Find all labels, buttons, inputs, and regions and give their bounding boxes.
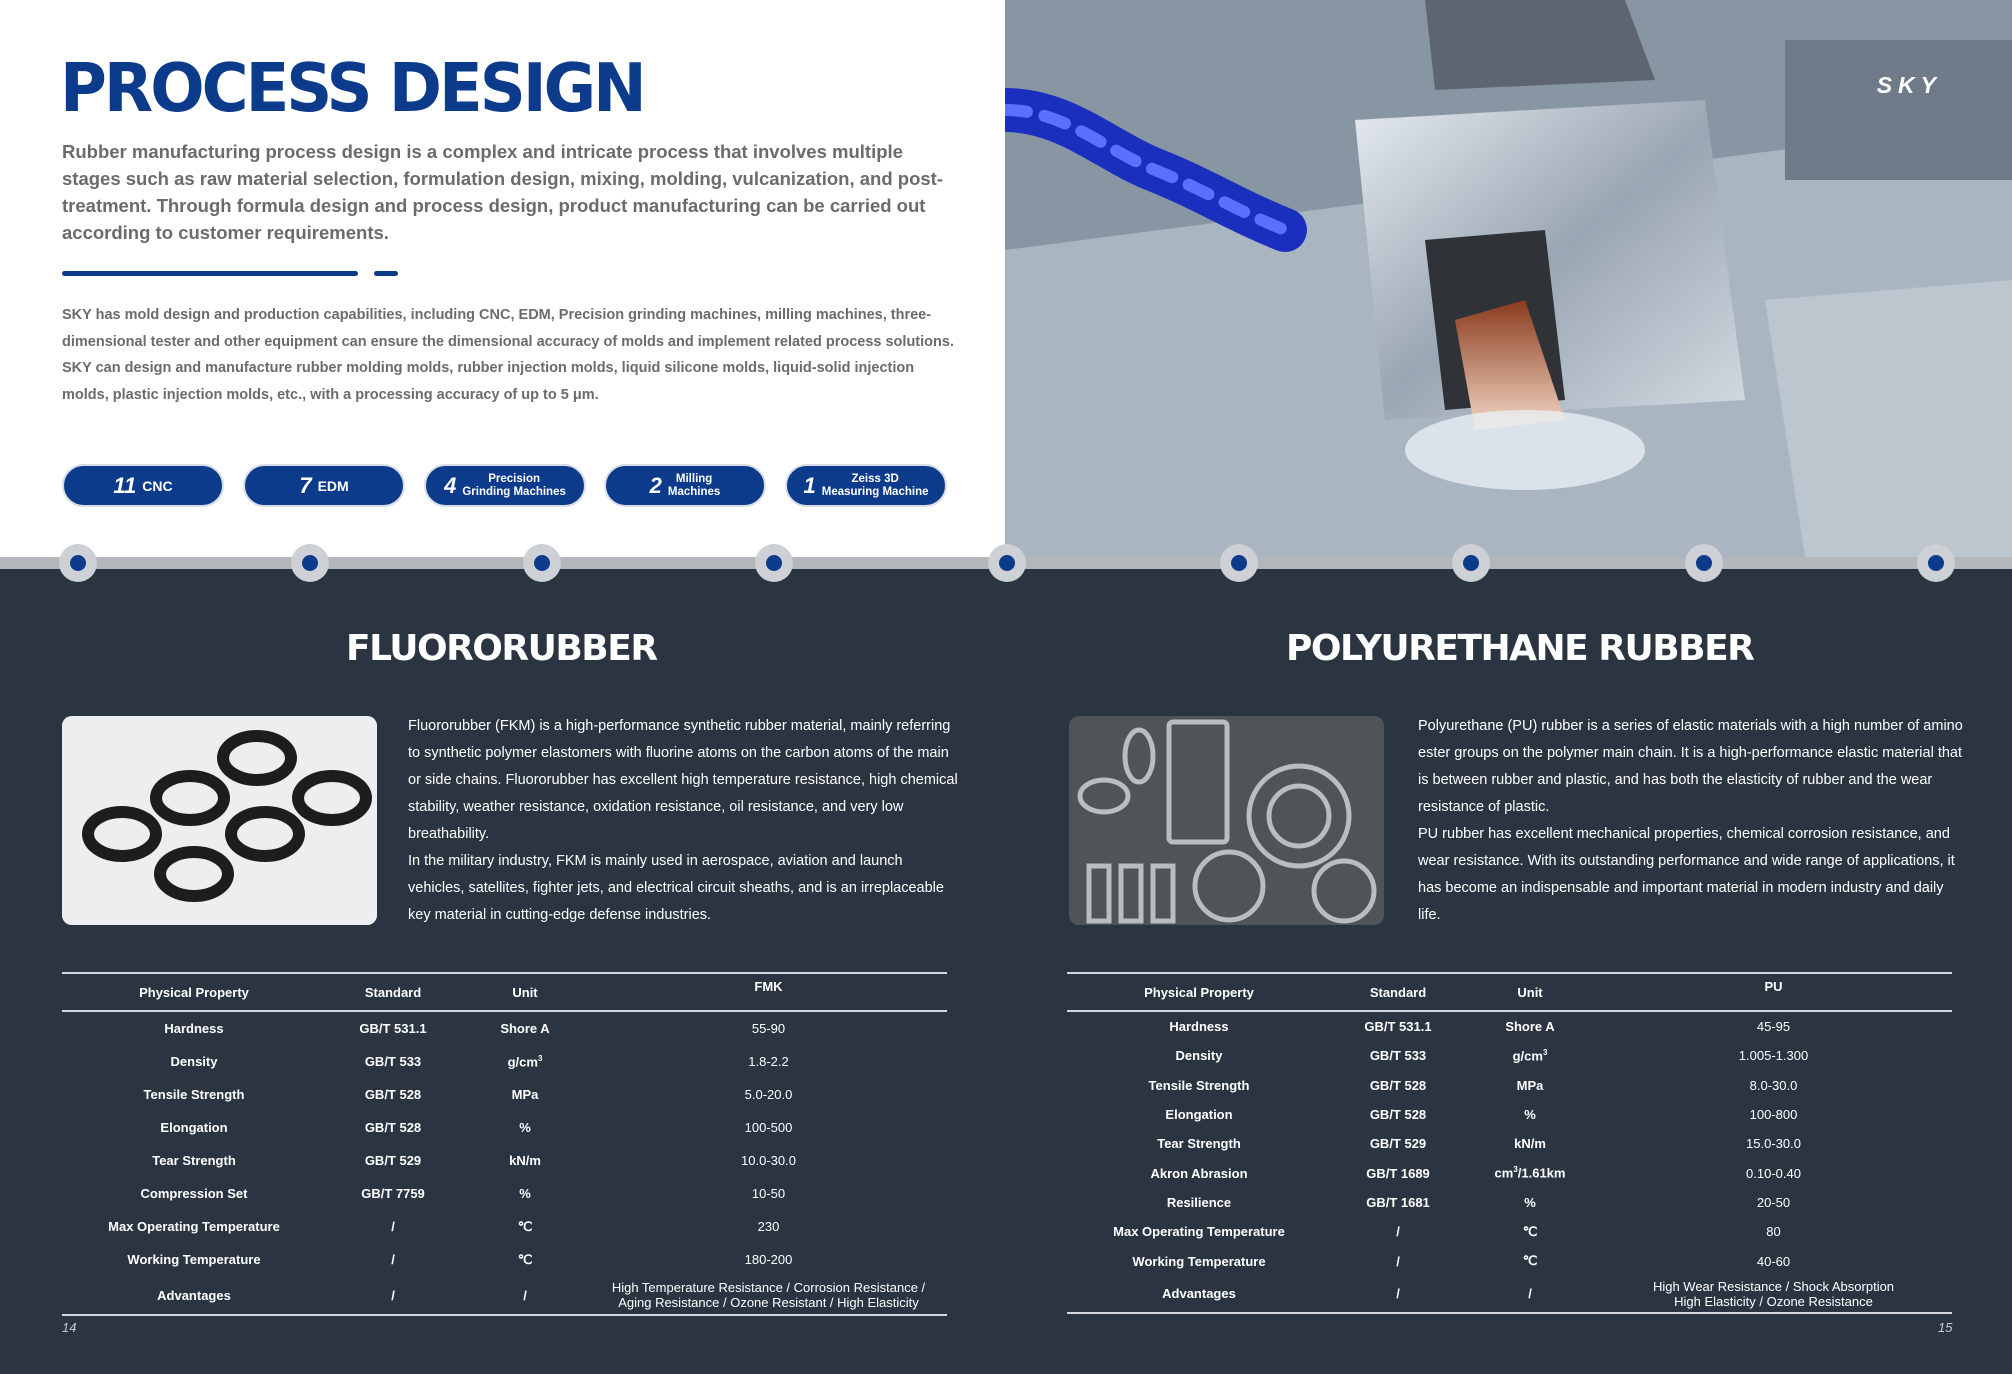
table-row: Tensile Strength GB/T 528 MPa 8.0-30.0 xyxy=(1148,1077,1798,1093)
pu-parts-illustration xyxy=(1069,716,1384,925)
polyurethane-paragraph-2: PU rubber has excellent mechanical properties, chemical corrosion resistance, and wear resistance. With its outstanding performance and wide range of applications, it has become an indispensable and important material in modern industry and daily life. xyxy=(1418,826,1955,923)
equipment-label: EDM xyxy=(317,477,349,494)
table-row: Advantages / / High Temperature Resistance / Corrosion Resistance / Aging Resistance / Ozone Resistant / High Elasticity xyxy=(157,1280,926,1310)
table-row: Density GB/T 533 $g/cm^3$ 1.005-1.300 xyxy=(1175,1048,1809,1064)
brand-logo: SKY xyxy=(1876,72,1942,98)
timeline-dot xyxy=(1685,544,1723,582)
decorative-dash xyxy=(374,271,398,276)
table-row: Advantages / / High Wear Resistance / Shock Absorption High Elasticity / Ozone Resistance xyxy=(1162,1278,1895,1309)
equipment-badge-grinding xyxy=(424,464,586,507)
table-row: Compression Set GB/T 7759 % 10-50 xyxy=(140,1186,786,1201)
table-header-row xyxy=(62,974,947,1012)
table-row: Tear Strength GB/T 529 kN/m 15.0-30.0 xyxy=(1157,1136,1801,1152)
table-row: Tensile Strength GB/T 528 MPa 5.0-20.0 xyxy=(143,1087,793,1102)
table-row: Hardness GB/T 531.1 Shore A 45-95 xyxy=(1169,1019,1791,1035)
column-header: Physical Property xyxy=(139,984,249,1000)
table-row: Density GB/T 533 $g/cm^3$ 1.8-2.2 xyxy=(170,1053,789,1070)
mold-paragraph-1: SKY has mold design and production capabilities, including CNC, EDM, Precision grinding machines, milling machines, three-dimensional tester and other equipment can ensure the dimensional accuracy of molds and implement related process solutions. xyxy=(62,307,954,350)
fluororubber-photo xyxy=(62,716,377,925)
mold-capabilities-text xyxy=(62,302,962,408)
page-title: PROCESS DESIGN xyxy=(60,50,644,128)
timeline-dot xyxy=(755,544,793,582)
timeline-dot xyxy=(523,544,561,582)
decorative-line xyxy=(62,271,358,276)
table-row: Max Operating Temperature / ℃ 80 xyxy=(1113,1223,1781,1240)
column-header: Unit xyxy=(512,984,538,1000)
polyurethane-property-table xyxy=(1067,972,1952,1314)
equipment-label: Milling Machines xyxy=(667,472,721,498)
polyurethane-title: POLYURETHANE RUBBER xyxy=(1286,628,1754,669)
equipment-badge-edm xyxy=(243,464,405,507)
fluororubber-description xyxy=(408,713,958,929)
column-header: Standard xyxy=(364,984,422,1000)
machining-photo xyxy=(1005,0,2012,557)
table-row: Working Temperature / ℃ 40-60 xyxy=(1132,1253,1791,1269)
fluororubber-paragraph-2: In the military industry, FKM is mainly used in aerospace, aviation and launch vehicles, satellites, fighter jets, and electrical circuit sheaths, and is an irreplaceable key material in cutting-edge defense industries. xyxy=(408,853,944,923)
timeline-dot xyxy=(1452,544,1490,582)
table-row: Max Operating Temperature / ℃ 230 xyxy=(108,1218,780,1234)
table-row: Hardness GB/T 531.1 Shore A 55-90 xyxy=(164,1021,786,1036)
equipment-label: CNC xyxy=(142,477,173,494)
equipment-count: 11 xyxy=(113,472,137,498)
equipment-count: 1 xyxy=(803,472,816,498)
equipment-label: Zeiss 3D Measuring Machine xyxy=(821,472,929,498)
polyurethane-description xyxy=(1418,713,1968,929)
column-header: Unit xyxy=(1517,984,1543,1000)
equipment-count: 7 xyxy=(299,472,312,498)
fluororubber-property-table xyxy=(62,972,947,1316)
table-row: Working Temperature / ℃ 180-200 xyxy=(127,1251,793,1267)
rubber-rings-illustration xyxy=(62,716,377,925)
timeline-dot xyxy=(1220,544,1258,582)
mold-paragraph-2: SKY can design and manufacture rubber molding molds, rubber injection molds, liquid silicone molds, liquid-solid injection molds, plastic injection molds, etc., with a processing accuracy of up to 5 μm. xyxy=(62,360,915,403)
column-header: Standard xyxy=(1369,984,1427,1000)
column-header: Physical Property xyxy=(1144,984,1254,1000)
table-row: Resilience GB/T 1681 % 20-50 xyxy=(1166,1194,1791,1210)
top-panel xyxy=(0,0,1005,563)
table-row: Akron Abrasion GB/T 1689 $cm^3/1.61km$ 0.10-0.40 xyxy=(1150,1165,1801,1181)
edm-machine-illustration xyxy=(1005,0,2012,557)
column-header: FMK xyxy=(754,978,783,994)
table-row: Elongation GB/T 528 % 100-800 xyxy=(1165,1107,1798,1123)
equipment-badge-milling xyxy=(604,464,766,507)
intro-paragraph: Rubber manufacturing process design is a complex and intricate process that involves multiple stages such as raw material selection, formulation design, mixing, molding, vulcanization, and post-treatment. Through formula design and process design, product manufacturing can be carried out according to customer requirements. xyxy=(62,141,943,243)
fluororubber-paragraph-1: Fluororubber (FKM) is a high-performance synthetic rubber material, mainly referring to synthetic polymer elastomers with fluorine atoms on the carbon atoms of the main or side chains. Fluororubber has excellent high temperature resistance, high chemical stability, weather resistance, oxidation resistance, oil resistance, and very low breathability. xyxy=(408,718,958,842)
table-row: Elongation GB/T 528 % 100-500 xyxy=(160,1120,793,1135)
polyurethane-photo xyxy=(1069,716,1384,925)
equipment-count: 4 xyxy=(444,472,457,498)
page-number: 15 xyxy=(1938,1320,1953,1335)
timeline-dot xyxy=(1917,544,1955,582)
timeline-dot xyxy=(988,544,1026,582)
page-number: 14 xyxy=(62,1320,77,1335)
timeline-dot xyxy=(59,544,97,582)
column-header: PU xyxy=(1764,978,1783,994)
timeline-dot xyxy=(291,544,329,582)
fluororubber-title: FLUORORUBBER xyxy=(346,628,657,669)
table-header-row xyxy=(1067,974,1952,1012)
equipment-label: Precision Grinding Machines xyxy=(462,472,566,498)
equipment-badge-cnc xyxy=(62,464,224,507)
polyurethane-paragraph-1: Polyurethane (PU) rubber is a series of elastic materials with a high number of amino ester groups on the polymer main chain. It is a high-performance elastic material that is between rubber and plastic, and has both the elasticity of rubber and the wear resistance of plastic. xyxy=(1418,718,1963,815)
equipment-badge-zeiss xyxy=(785,464,947,507)
equipment-count: 2 xyxy=(649,472,662,498)
table-row: Tear Strength GB/T 529 kN/m 10.0-30.0 xyxy=(152,1153,796,1168)
